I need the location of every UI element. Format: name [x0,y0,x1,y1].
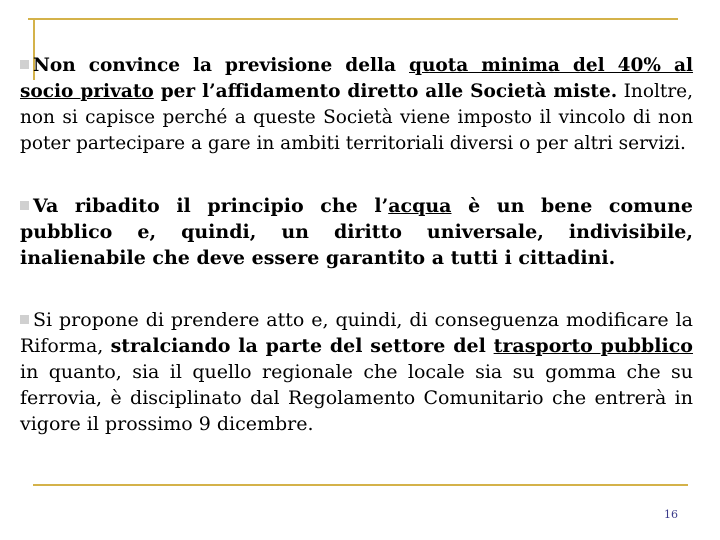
slide-content [20,53,693,437]
page-number: 16 [664,508,678,521]
paragraph-acqua [20,193,693,271]
top-rule [28,18,678,20]
paragraph-trasporto [20,307,693,437]
paragraph2-underlined-word: acqua [388,195,452,217]
paragraph3-underlined-phrase: trasporto pubblico [493,335,693,357]
paragraph1-bold-tail: per l’affidamento diretto alle Società miste. [153,81,618,102]
paragraph2-bold-lead: Va ribadito il principio che l’ [33,195,389,217]
paragraph1-bold-lead: Non convince la previsione della [33,55,410,76]
paragraph-quota-minima [20,53,693,157]
bullet-icon [20,201,29,210]
bullet-icon [20,315,29,324]
paragraph1-underlined-phrase: quota minima del 40% al socio privato [20,55,693,102]
paragraph3-plain-lead: Si propone di prendere atto e, quindi, di conseguenza modificare la Riforma, [20,309,693,357]
paragraph1-plain: Inoltre, non si capisce perché a queste Società viene imposto il vincolo di non poter partecipare a gare in ambiti territoriali diversi o per altri servizi. [20,81,694,154]
bullet-icon [20,60,29,69]
paragraph3-bold-lead: stralciando la parte del settore del [110,335,494,357]
bottom-rule [33,484,688,486]
paragraph3-plain-tail: in quanto, sia il quello regionale che locale sia su gomma che su ferrovia, è disciplinato dal Regolamento Comunitario che entrerà in vigore il prossimo 9 dicembre. [20,361,693,435]
paragraph2-bold-tail: è un bene comune pubblico e, quindi, un diritto universale, indivisibile, inalienabile che deve essere garantito a tutti i cittadini. [20,195,693,269]
